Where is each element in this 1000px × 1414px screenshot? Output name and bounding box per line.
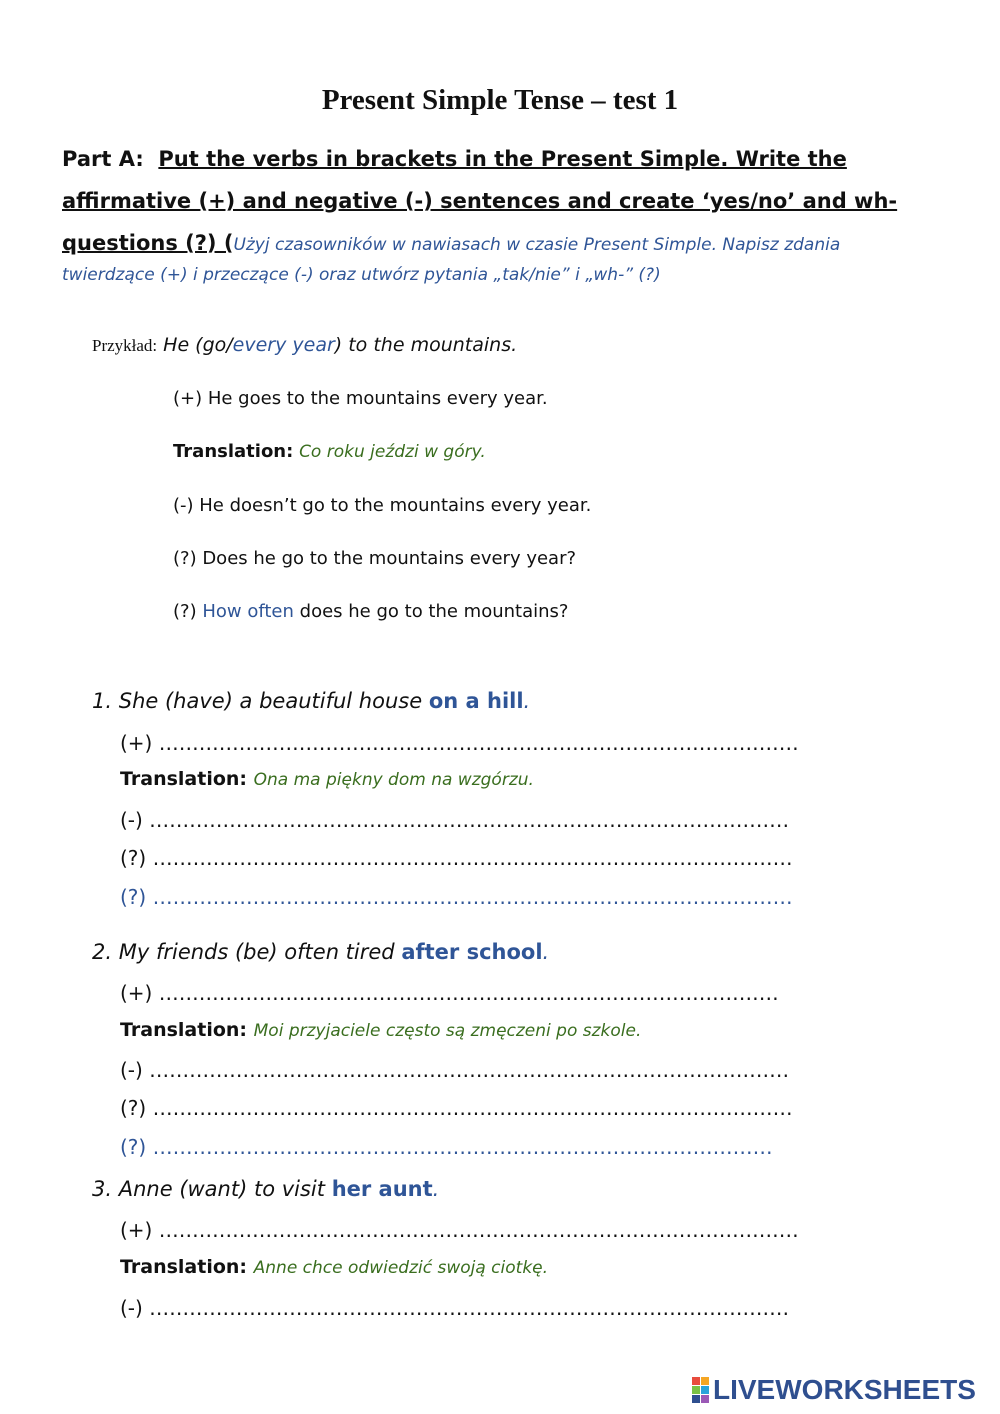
- example-wh-word: How often: [202, 601, 294, 622]
- example-hint: every year: [232, 334, 335, 356]
- example-affirmative: (+) He goes to the mountains every year.: [173, 388, 548, 409]
- liveworksheets-logo-text: LIVEWORKSHEETS: [713, 1374, 976, 1405]
- answer-2-yes-no[interactable]: (?) ……………………………………………………………………………………: [120, 1096, 793, 1120]
- question-3-hint: her aunt: [331, 1177, 433, 1201]
- polish-instruction-2: twierdzące (+) i przeczące (-) oraz utwórz pytania „tak/nie” i „wh-” (?): [62, 265, 661, 285]
- answer-1-affirmative[interactable]: (+) ……………………………………………………………………………………: [120, 731, 799, 755]
- liveworksheets-logo-icon: [692, 1377, 709, 1403]
- part-a-label: Part A:: [62, 147, 144, 171]
- instruction-line-1: Put the verbs in brackets in the Present Simple. Write the: [158, 147, 847, 171]
- question-1-hint: on a hill: [428, 689, 524, 713]
- answer-2-negative[interactable]: (-) ……………………………………………………………………………………: [120, 1058, 790, 1082]
- example-negative: (-) He doesn’t go to the mountains every year.: [173, 495, 592, 516]
- example-prompt: Przykład: He (go/every year) to the mountains.: [92, 334, 518, 356]
- question-2-hint: after school: [401, 940, 543, 964]
- answer-2-wh[interactable]: (?) …………………………………………………………………………………: [120, 1135, 773, 1159]
- question-3-translation: Translation: Anne chce odwiedzić swoją ciotkę.: [120, 1256, 549, 1278]
- question-2: 2. My friends (be) often tired after school.: [92, 940, 550, 964]
- instruction-line-2: affirmative (+) and negative (-) sentences and create ‘yes/no’ and wh-: [62, 189, 898, 213]
- liveworksheets-logo: [692, 1374, 976, 1406]
- example-yes-no: (?) Does he go to the mountains every year?: [173, 548, 577, 569]
- answer-2-affirmative[interactable]: (+) …………………………………………………………………………………: [120, 981, 779, 1005]
- page-title: Present Simple Tense – test 1: [321, 84, 679, 116]
- instruction-line-3: questions (?) (: [62, 231, 234, 255]
- polish-instruction-1: Użyj czasowników w nawiasach w czasie Present Simple. Napisz zdania: [233, 235, 841, 255]
- question-2-translation: Translation: Moi przyjaciele często są zmęczeni po szkole.: [120, 1019, 642, 1041]
- answer-1-yes-no[interactable]: (?) ……………………………………………………………………………………: [120, 846, 793, 870]
- answer-3-negative[interactable]: (-) ……………………………………………………………………………………: [120, 1296, 790, 1320]
- example-translation: Translation: Co roku jeździ w góry.: [173, 441, 486, 462]
- part-a-instructions: [62, 138, 922, 290]
- example-label: Przykład:: [92, 336, 158, 355]
- answer-3-affirmative[interactable]: (+) ……………………………………………………………………………………: [120, 1218, 799, 1242]
- question-1: 1. She (have) a beautiful house on a hill.: [92, 689, 531, 713]
- example-wh: (?) How often does he go to the mountains?: [173, 601, 569, 622]
- answer-1-wh[interactable]: (?) ……………………………………………………………………………………: [120, 885, 793, 909]
- question-1-translation: Translation: Ona ma piękny dom na wzgórzu.: [120, 768, 534, 790]
- question-3: 3. Anne (want) to visit her aunt.: [92, 1177, 440, 1201]
- answer-1-negative[interactable]: (-) ……………………………………………………………………………………: [120, 808, 790, 832]
